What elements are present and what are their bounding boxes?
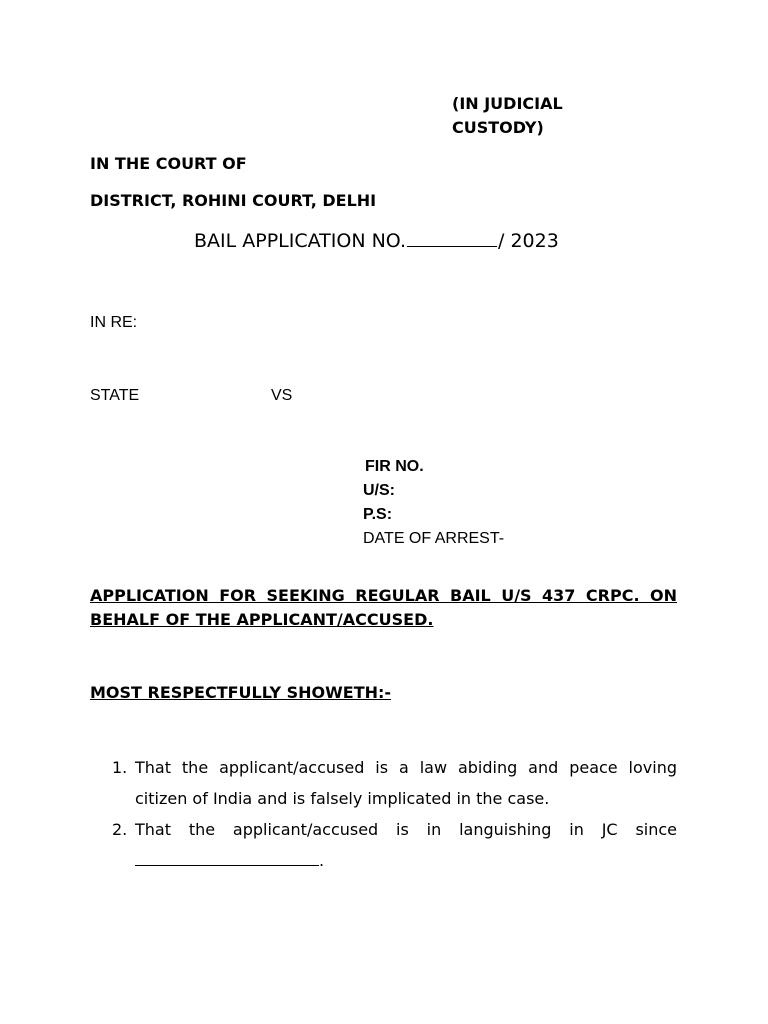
list-item [112,752,677,814]
showeth-heading: MOST RESPECTFULLY SHOWETH:- [90,683,392,702]
list-item-text: That the applicant/accused is a law abiding and peace loving citizen of India and is falsely implicated in the case. [135,758,677,808]
bail-application-number [194,228,559,252]
court-name: DISTRICT, ROHINI COURT, DELHI [90,191,377,210]
date-blank [135,845,319,866]
bail-application-year: / 2023 [498,230,559,252]
court-heading: IN THE COURT OF [90,154,247,173]
bail-application-label: BAIL APPLICATION NO. [194,230,407,252]
party-state: STATE [90,387,140,404]
police-station-label: P.S: [363,506,393,523]
list-item-end: . [319,851,325,870]
bail-number-blank [407,228,497,247]
in-re-label: IN RE: [90,314,138,331]
application-title: APPLICATION FOR SEEKING REGULAR BAIL U/S 437 CRPC. ON BEHALF OF THE APPLICANT/ACCUSED. [90,586,677,629]
list-item [112,814,677,876]
fir-number-label: FIR NO. [365,458,424,475]
versus-label: VS [271,387,293,404]
under-section-label: U/S: [363,482,395,499]
date-of-arrest-label: DATE OF ARREST- [363,530,505,547]
list-item-number: 2. [112,820,128,839]
list-item-number: 1. [112,758,128,777]
custody-status: (IN JUDICIAL CUSTODY) [452,94,563,137]
list-item-text: That the applicant/accused is in languishing in JC since [135,820,677,839]
